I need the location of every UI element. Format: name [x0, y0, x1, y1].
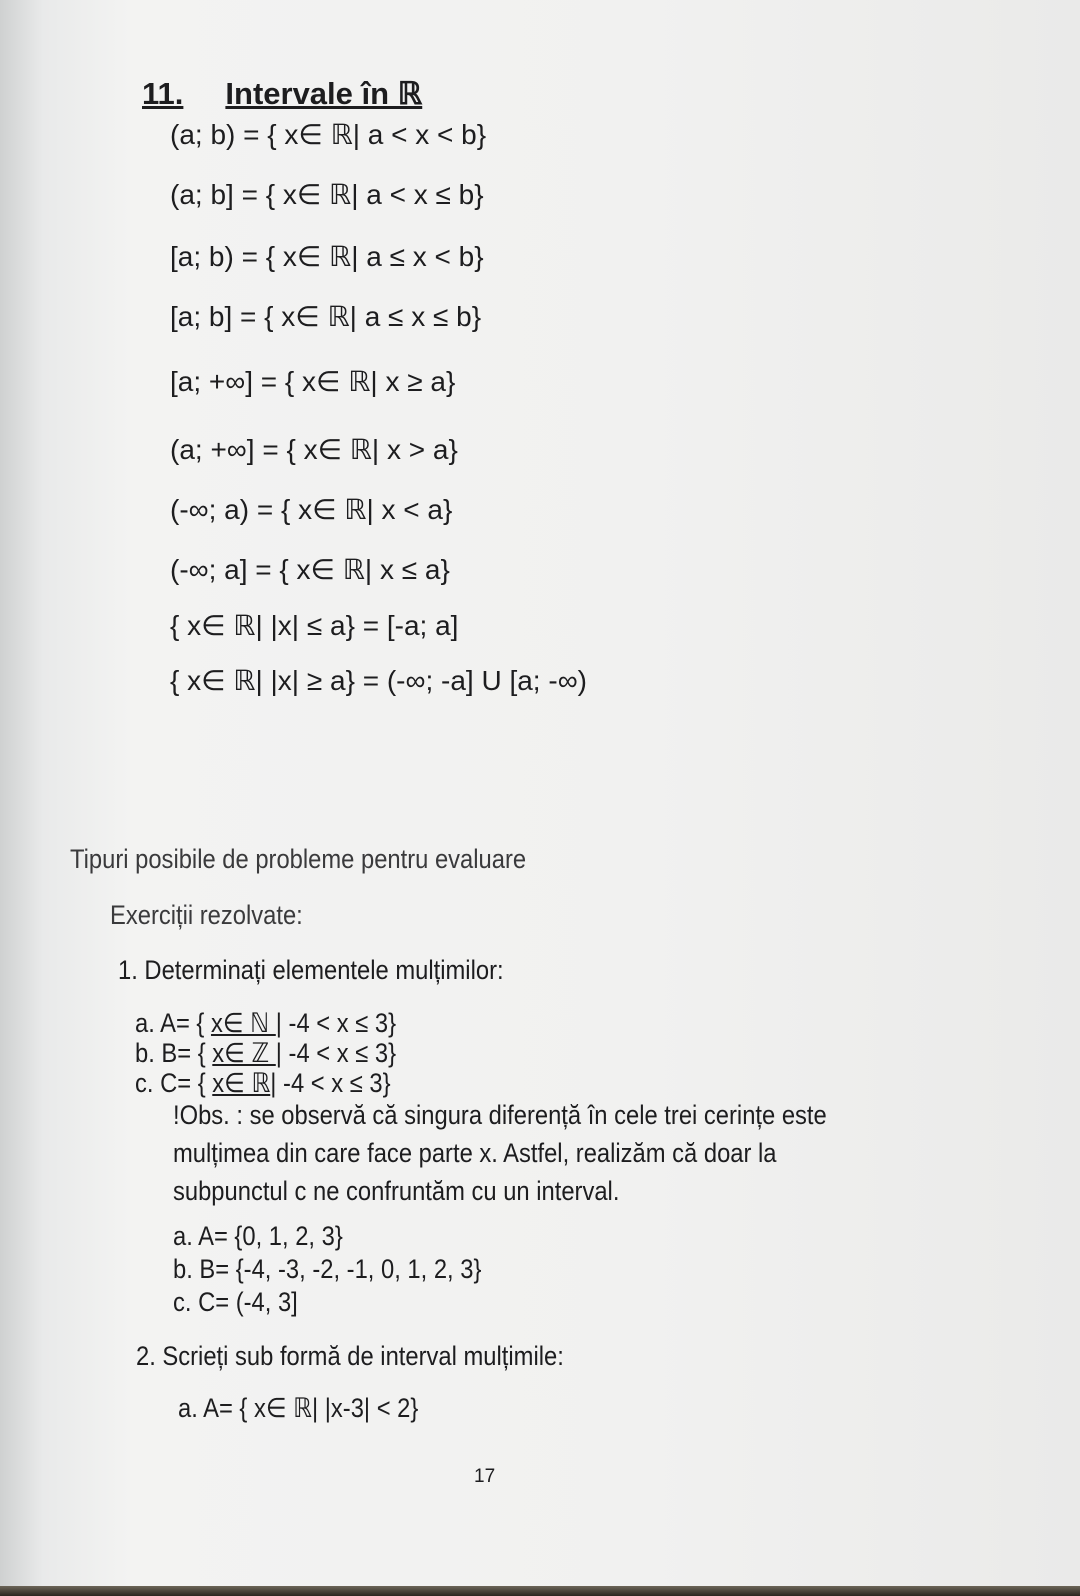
solved-exercises-heading: Exerciții rezolvate:	[110, 900, 303, 930]
formula: [a; +∞] = { x∈ ℝ| x ≥ a}	[170, 366, 456, 397]
observation-line: mulțimea din care face parte x. Astfel, realizăm că doar la	[173, 1138, 777, 1168]
formula: (a; b) = { x∈ ℝ| a < x < b}	[170, 119, 487, 150]
exercise-1-item: b. B= { x∈ ℤ | -4 < x ≤ 3}	[135, 1038, 397, 1068]
formula: { x∈ ℝ| |x| ≤ a} = [-a; a]	[170, 610, 459, 641]
formula: (a; b] = { x∈ ℝ| a < x ≤ b}	[170, 179, 484, 210]
section-number: 11.	[142, 76, 184, 111]
section-heading	[142, 76, 422, 112]
formula: (a; +∞] = { x∈ ℝ| x > a}	[170, 434, 458, 465]
formula: [a; b) = { x∈ ℝ| a ≤ x < b}	[170, 241, 484, 272]
observation-line: subpunctul c ne confruntăm cu un interval.	[173, 1176, 620, 1206]
formula: (-∞; a) = { x∈ ℝ| x < a}	[170, 494, 453, 525]
exercise-2-item: a. A= { x∈ ℝ| |x-3| < 2}	[178, 1393, 419, 1423]
formula: (-∞; a] = { x∈ ℝ| x ≤ a}	[170, 554, 450, 585]
problems-heading: Tipuri posibile de probleme pentru evaluare	[70, 844, 527, 874]
exercise-1-item: a. A= { x∈ ℕ | -4 < x ≤ 3}	[135, 1008, 397, 1038]
section-title: Intervale în ℝ	[225, 76, 423, 111]
formula: { x∈ ℝ| |x| ≥ a} = (-∞; -a] U [a; -∞)	[170, 665, 587, 696]
observation-line: !Obs. : se observă că singura diferență în cele trei cerințe este	[173, 1100, 827, 1130]
exercise-2-title: 2. Scrieți sub formă de interval mulțimile:	[136, 1341, 564, 1371]
answer: a. A= {0, 1, 2, 3}	[173, 1221, 343, 1251]
exercise-1-item: c. C= { x∈ ℝ| -4 < x ≤ 3}	[135, 1068, 391, 1098]
answer: b. B= {-4, -3, -2, -1, 0, 1, 2, 3}	[173, 1254, 482, 1284]
exercise-1-title: 1. Determinați elementele mulțimilor:	[118, 955, 504, 985]
page-number: 17	[474, 1466, 496, 1487]
answer: c. C= (-4, 3]	[173, 1287, 298, 1317]
formula: [a; b] = { x∈ ℝ| a ≤ x ≤ b}	[170, 301, 482, 332]
page-bottom-edge	[0, 1586, 1080, 1596]
